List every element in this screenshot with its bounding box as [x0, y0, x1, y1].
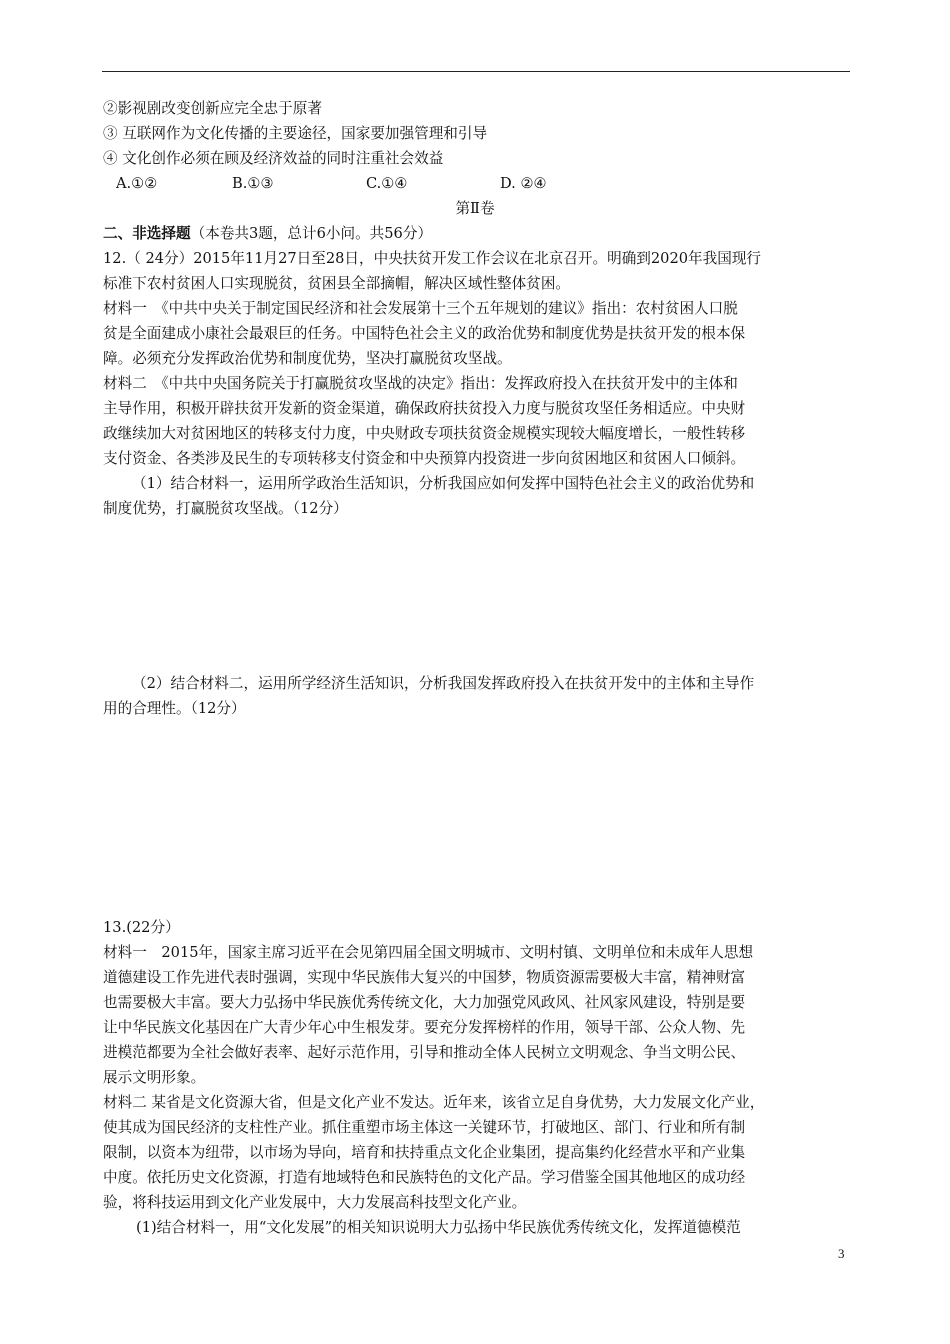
q13-sub1-line: (1)结合材料一，用“文化发展”的相关知识说明大力弘扬中华民族优秀传统文化，发挥道德模范 — [136, 1219, 741, 1236]
q12-line: 材料二 《中共中央国务院关于打赢脱贫攻坚战的决定》指出：发挥政府投入在扶贫开发中的主体和 — [103, 375, 738, 392]
q12-line: 标准下农村贫困人口实现脱贫，贫困县全部摘帽，解决区域性整体贫困。 — [103, 275, 571, 292]
q12-line: 障。必须充分发挥政治优势和制度优势，坚决打赢脱贫攻坚战。 — [103, 350, 512, 367]
q12-line: 12.（ 24分）2015年11月27日至28日，中央扶贫开发工作会议在北京召开。明确到2020年我国现行 — [103, 250, 762, 267]
q13-line: 也需要极大丰富。要大力弘扬中华民族优秀传统文化，大力加强党风政风、社风家风建设，特别是要 — [103, 994, 746, 1011]
q12-sub2-line: （2）结合材料二，运用所学经济生活知识，分析我国发挥政府投入在扶贫开发中的主体和主导作 — [132, 675, 755, 692]
section-heading-label: 二、非选择题 — [103, 225, 191, 242]
q13-line: 验，将科技运用到文化产业发展中，大力发展高科技型文化产业。 — [103, 1194, 527, 1211]
q12-line: 材料一 《中共中央关于制定国民经济和社会发展第十三个五年规划的建议》指出：农村贫困人口脱 — [103, 300, 738, 317]
header-rule — [102, 71, 850, 72]
q13-line: 展示文明形象。 — [103, 1069, 206, 1086]
q12-sub1-line: 制度优势，打赢脱贫攻坚战。（12分） — [103, 500, 348, 517]
choice-a: A.①② — [116, 175, 158, 192]
page-number: 3 — [838, 1246, 845, 1261]
q13-line: 13.(22分） — [103, 919, 180, 936]
choice-d: D. ②④ — [500, 175, 547, 192]
choice-c: C.①④ — [366, 175, 408, 192]
q12-line: 支付资金、各类涉及民生的专项转移支付资金和中央预算内投资进一步向贫困地区和贫困人口倾斜。 — [103, 450, 746, 467]
q13-line: 材料一 2015年，国家主席习近平在会见第四届全国文明城市、文明村镇、文明单位和未成年人思想 — [103, 944, 754, 961]
option-item-3: ③ 互联网作为文化传播的主要途径，国家要加强管理和引导 — [103, 125, 488, 142]
q12-line: 贫是全面建成小康社会最艰巨的任务。中国特色社会主义的政治优势和制度优势是扶贫开发的根本保 — [103, 325, 746, 342]
option-item-2: ②影视剧改变创新应完全忠于原著 — [103, 100, 322, 117]
q12-line: 主导作用，积极开辟扶贫开发新的资金渠道，确保政府扶贫投入力度与脱贫攻坚任务相适应。中央财 — [103, 400, 746, 417]
q12-sub2-line: 用的合理性。（12分） — [103, 700, 246, 717]
q13-line: 进模范都要为全社会做好表率、起好示范作用，引导和推动全体人民树立文明观念、争当文明公民、 — [103, 1044, 746, 1061]
q13-line: 使其成为国民经济的支柱性产业。抓住重塑市场主体这一关键环节，打破地区、部门、行业和所有制 — [103, 1119, 746, 1136]
q12-line: 政继续加大对贫困地区的转移支付力度，中央财政专项扶贫资金规模实现较大幅度增长，一般性转移 — [103, 425, 746, 442]
q13-line: 材料二 某省是文化资源大省，但是文化产业不发达。近年来，该省立足自身优势，大力发展文化产业， — [103, 1094, 765, 1111]
q13-line: 中度。依托历史文化资源，打造有地域特色和民族特色的文化产品。学习借鉴全国其他地区的成功经 — [103, 1169, 746, 1186]
q13-line: 道德建设工作先进代表时强调，实现中华民族伟大复兴的中国梦，物质资源需要极大丰富，精神财富 — [103, 969, 746, 986]
volume-title: 第Ⅱ卷 — [455, 200, 495, 217]
q13-line: 让中华民族文化基因在广大青少年心中生根发芽。要充分发挥榜样的作用，领导干部、公众人物、先 — [103, 1019, 746, 1036]
q12-sub1-line: （1）结合材料一，运用所学政治生活知识，分析我国应如何发挥中国特色社会主义的政治优势和 — [132, 475, 755, 492]
section-heading — [103, 224, 850, 244]
q13-line: 限制，以资本为纽带，以市场为导向，培育和扶持重点文化企业集团，提高集约化经营水平和产业集 — [103, 1144, 746, 1161]
option-item-4: ④ 文化创作必须在顾及经济效益的同时注重社会效益 — [103, 150, 444, 167]
choice-b: B.①③ — [232, 175, 274, 192]
section-heading-note: （本卷共3题，总计6小问。共56分） — [190, 225, 433, 242]
